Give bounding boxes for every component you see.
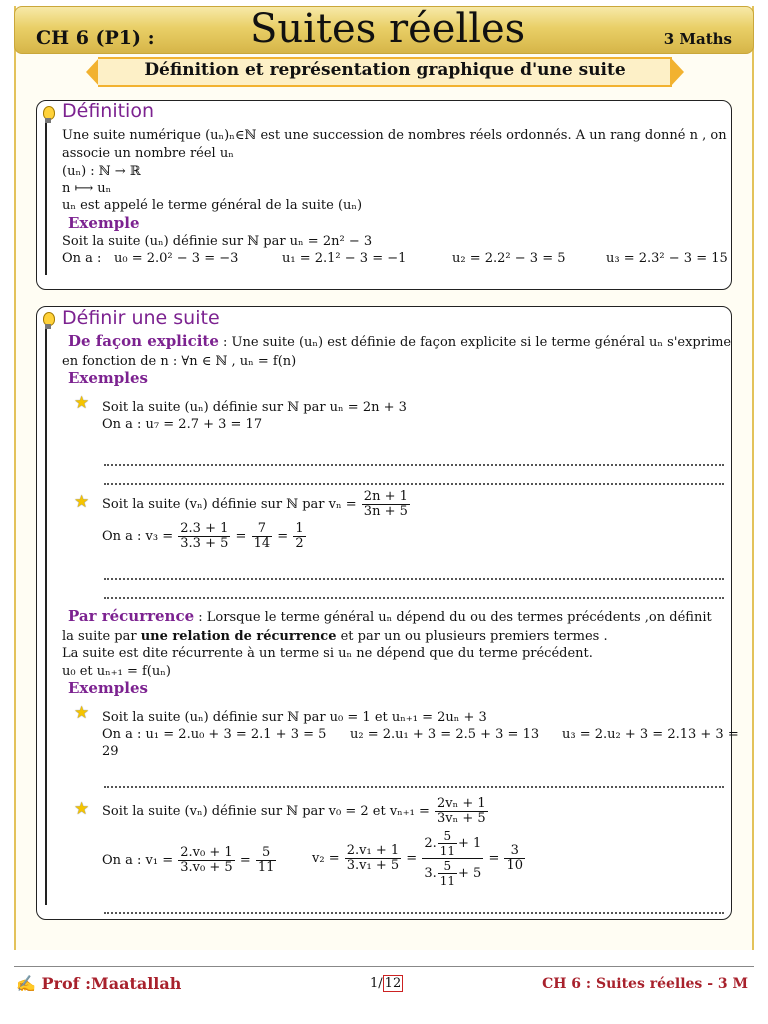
level-label: 3 Maths: [663, 30, 732, 48]
examples-title-2: Exemples: [68, 679, 148, 697]
example-4-prefix: Soit la suite (vₙ) définie sur ℕ par v₀ = 2 et vₙ₊₁ =: [102, 804, 430, 819]
answer-dotted-line: [104, 464, 724, 466]
definition-line-4: n ⟼ uₙ: [62, 181, 112, 196]
fraction-denominator: 3n + 5: [363, 504, 408, 519]
text: + 1: [458, 836, 482, 851]
explicit-line-2: en fonction de n : ∀n ∈ ℕ , uₙ = f(n): [62, 354, 297, 369]
footer-author: [16, 974, 181, 993]
example-2-line-2: [102, 522, 307, 551]
text: + 5: [458, 866, 482, 881]
fraction-denominator: 10: [506, 858, 524, 873]
fraction: [178, 846, 234, 875]
example-2-calc-prefix: On a : v₃ =: [102, 529, 174, 544]
definition-line-5: uₙ est appelé le terme général de la suite (uₙ): [62, 198, 363, 213]
fraction: [504, 844, 525, 873]
answer-dotted-line: [104, 786, 724, 788]
recurrence-relation-bold: une relation de récurrence: [140, 629, 337, 644]
recurrence-text-2c: et par un ou plusieurs premiers termes .: [336, 629, 608, 644]
explicit-label: De façon explicite: [68, 332, 219, 350]
explicit-line-1: [68, 334, 731, 350]
example-u1: u₁ = 2.1² − 3 = −1: [282, 251, 407, 266]
equals-sign: =: [277, 529, 289, 544]
fraction-denominator: 11: [439, 874, 455, 888]
answer-dotted-line: [104, 578, 724, 580]
example-3-calc-3: u₃ = 2.u₂ + 3 = 2.13 + 3 =: [562, 727, 739, 742]
fraction-numerator: 3: [504, 844, 525, 859]
example-2-prefix: Soit la suite (vₙ) définie sur ℕ par vₙ =: [102, 497, 357, 512]
example-title: Exemple: [68, 214, 140, 232]
fraction: [256, 846, 277, 875]
fraction-denominator: 14: [253, 536, 271, 551]
chapter-label: CH 6 (P1) :: [36, 27, 155, 49]
example-3-calc-2: u₂ = 2.u₁ + 3 = 2.5 + 3 = 13: [350, 727, 540, 742]
equals-sign: =: [239, 853, 251, 868]
box-left-bar: [45, 115, 47, 275]
fraction-denominator: 3.v₁ + 5: [346, 858, 400, 873]
fraction-denominator: 3vₙ + 5: [437, 811, 486, 826]
recurrence-line-3: La suite est dite récurrente à un terme si uₙ ne dépend que du terme précédent.: [62, 646, 593, 661]
fraction-numerator: 2.v₁ + 1: [346, 843, 400, 858]
fraction-numerator: 2n + 1: [363, 489, 408, 504]
fraction-numerator: 2.3 + 1: [180, 521, 229, 536]
fraction: [438, 829, 457, 858]
fraction-numerator: 7: [252, 522, 273, 537]
recurrence-label: Par récurrence: [68, 607, 195, 625]
fraction-numerator: 5: [256, 846, 277, 861]
example-2-line-1: [102, 490, 411, 519]
fraction-numerator: 5: [438, 829, 457, 844]
fraction: [293, 522, 305, 551]
fraction: [345, 844, 401, 873]
definition-title: Définition: [62, 100, 155, 122]
definition-line-1: Une suite numérique (uₙ)ₙ∈ℕ est une succession de nombres réels ordonnés. A un rang donné n , on: [62, 128, 727, 143]
example-3-calc-4: 29: [102, 744, 119, 759]
example-u0: u₀ = 2.0² − 3 = −3: [114, 251, 239, 266]
recurrence-text-2a: la suite par: [62, 629, 141, 644]
pen-icon: ✍: [16, 974, 36, 993]
example-line: Soit la suite (uₙ) définie sur ℕ par uₙ = 2n² − 3: [62, 234, 373, 249]
define-sequence-title: Définir une suite: [62, 307, 220, 329]
compound-numerator: [422, 829, 483, 859]
example-2-fraction: [362, 490, 410, 519]
example-4-calc-v2: [312, 829, 526, 888]
star-icon: ★: [74, 799, 90, 819]
section-ribbon-text: Définition et représentation graphique d'une suite: [144, 60, 626, 80]
equals-sign: =: [235, 529, 247, 544]
answer-dotted-line: [104, 912, 724, 914]
lightbulb-icon: [38, 310, 58, 332]
example-4-calc-v1: [102, 846, 277, 875]
fraction-denominator: 3.v₀ + 5: [180, 860, 233, 875]
fraction: [252, 522, 273, 551]
box-left-bar: [45, 321, 47, 905]
section-ribbon: [86, 57, 684, 87]
example-1-line-1: Soit la suite (uₙ) définie sur ℕ par uₙ = 2n + 3: [102, 400, 407, 415]
example-4-fraction: [435, 797, 488, 826]
equals-sign: =: [406, 851, 418, 866]
example-4-calc-prefix: On a : v₁ =: [102, 853, 174, 868]
text: 2.: [424, 836, 437, 851]
explicit-text-1: : Une suite (uₙ) est définie de façon explicite si le terme général uₙ s'exprime: [218, 335, 732, 350]
footer-rule: [14, 966, 754, 967]
answer-dotted-line: [104, 597, 724, 599]
example-3-line-1: Soit la suite (uₙ) définie sur ℕ par u₀ = 1 et uₙ₊₁ = 2uₙ + 3: [102, 710, 487, 725]
example-3-calc-1: On a : u₁ = 2.u₀ + 3 = 2.1 + 3 = 5: [102, 727, 327, 742]
fraction: [178, 522, 230, 551]
star-icon: ★: [74, 492, 90, 512]
page-title: Suites réelles: [250, 6, 526, 52]
author-name: Prof :Maatallah: [41, 974, 182, 993]
text: 3.: [424, 866, 437, 881]
example-1-line-2: On a : u₇ = 2.7 + 3 = 17: [102, 417, 263, 432]
definition-line-3: (uₙ) : ℕ → ℝ: [62, 164, 141, 179]
fraction-denominator: 3.3 + 5: [180, 536, 229, 551]
page-separator: /: [378, 976, 383, 991]
example-4-line-1: [102, 797, 489, 826]
fraction-numerator: 2vₙ + 1: [437, 796, 486, 811]
page-number: [370, 976, 403, 991]
fraction-denominator: 11: [257, 860, 275, 875]
page-total-link[interactable]: 12: [384, 976, 402, 991]
compound-denominator: [422, 859, 483, 888]
equals-sign: =: [488, 851, 500, 866]
example-on-a: On a :: [62, 251, 102, 266]
fraction-numerator: 2.v₀ + 1: [180, 845, 233, 860]
star-icon: ★: [74, 393, 90, 413]
recurrence-text-1: : Lorsque le terme général uₙ dépend du ou des termes précédents ,on définit: [194, 610, 712, 625]
definition-line-2: associe un nombre réel uₙ: [62, 146, 234, 161]
star-icon: ★: [74, 703, 90, 723]
footer-chapter: CH 6 : Suites réelles - 3 M: [542, 976, 748, 992]
fraction-numerator: 5: [438, 859, 457, 874]
answer-dotted-line: [104, 483, 724, 485]
recurrence-line-1: [68, 609, 712, 625]
example-u3: u₃ = 2.3² − 3 = 15: [606, 251, 728, 266]
compound-fraction: [422, 829, 483, 888]
fraction: [438, 859, 457, 888]
examples-title-1: Exemples: [68, 369, 148, 387]
recurrence-line-4: u₀ et uₙ₊₁ = f(uₙ): [62, 664, 171, 679]
fraction-denominator: 2: [295, 536, 304, 551]
example-4-v2-label: v₂ =: [312, 851, 340, 866]
lightbulb-icon: [38, 104, 58, 126]
recurrence-line-2: [62, 629, 608, 644]
fraction-denominator: 11: [439, 844, 455, 858]
example-u2: u₂ = 2.2² − 3 = 5: [452, 251, 566, 266]
page-current: 1: [370, 976, 379, 991]
fraction-numerator: 1: [295, 521, 304, 536]
